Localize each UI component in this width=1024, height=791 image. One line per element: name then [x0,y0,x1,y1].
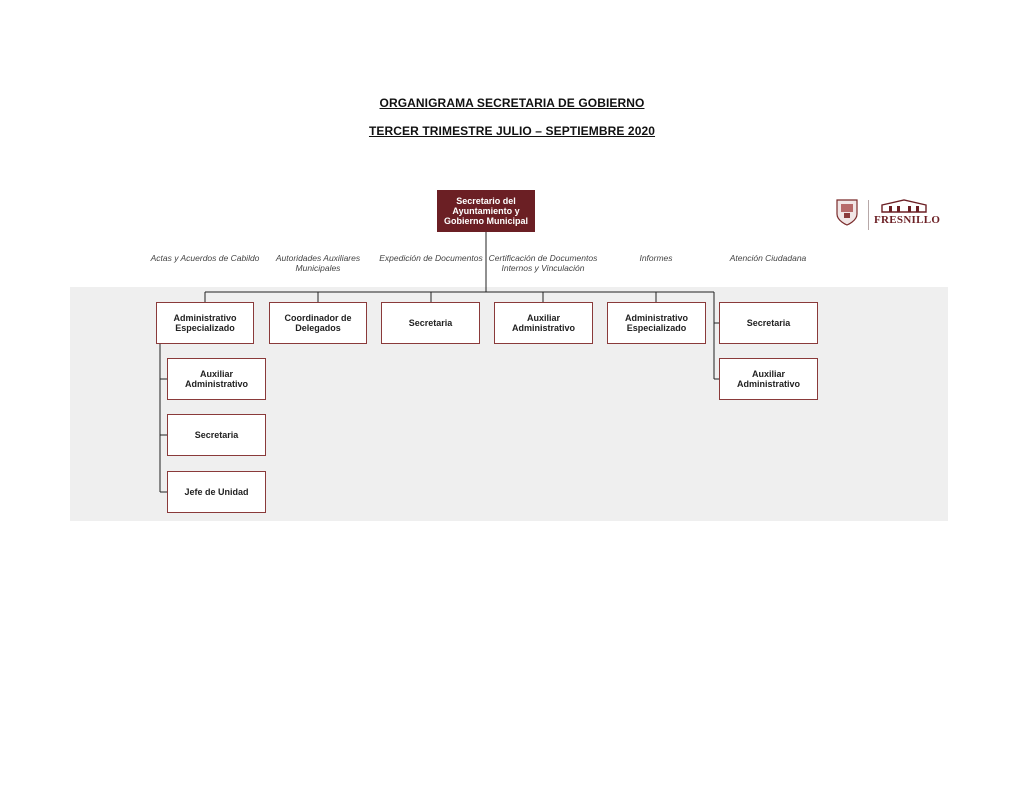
area-label-certificacion: Certificación de Documentos Internos y Vinculación [488,253,598,273]
area-label-actas: Actas y Acuerdos de Cabildo [150,253,260,263]
org-box-administrativo-especializado-1: Administrativo Especializado [156,302,254,344]
area-label-expedicion: Expedición de Documentos [379,253,483,263]
area-label-informes: Informes [639,253,673,263]
org-box-secretaria-2: Secretaria [719,302,818,344]
org-box-auxiliar-administrativo-3: Auxiliar Administrativo [719,358,818,400]
page-subtitle: TERCER TRIMESTRE JULIO – SEPTIEMBRE 2020 [368,124,656,138]
head-box-secretario: Secretario del Ayuntamiento y Gobierno Municipal [437,190,535,232]
area-label-atencion: Atención Ciudadana [729,253,807,263]
org-box-auxiliar-administrativo-2: Auxiliar Administrativo [167,358,266,400]
org-box-administrativo-especializado-2: Administrativo Especializado [607,302,706,344]
page-title: ORGANIGRAMA SECRETARIA DE GOBIERNO [379,96,645,110]
org-box-auxiliar-administrativo-1: Auxiliar Administrativo [494,302,593,344]
org-box-secretaria-1: Secretaria [381,302,480,344]
org-box-coordinador-de-delegados: Coordinador de Delegados [269,302,367,344]
logo-text: FRESNILLO [874,214,941,226]
area-label-autoridades: Autoridades Auxiliares Municipales [275,253,361,273]
org-box-jefe-de-unidad: Jefe de Unidad [167,471,266,513]
org-box-secretaria-3: Secretaria [167,414,266,456]
